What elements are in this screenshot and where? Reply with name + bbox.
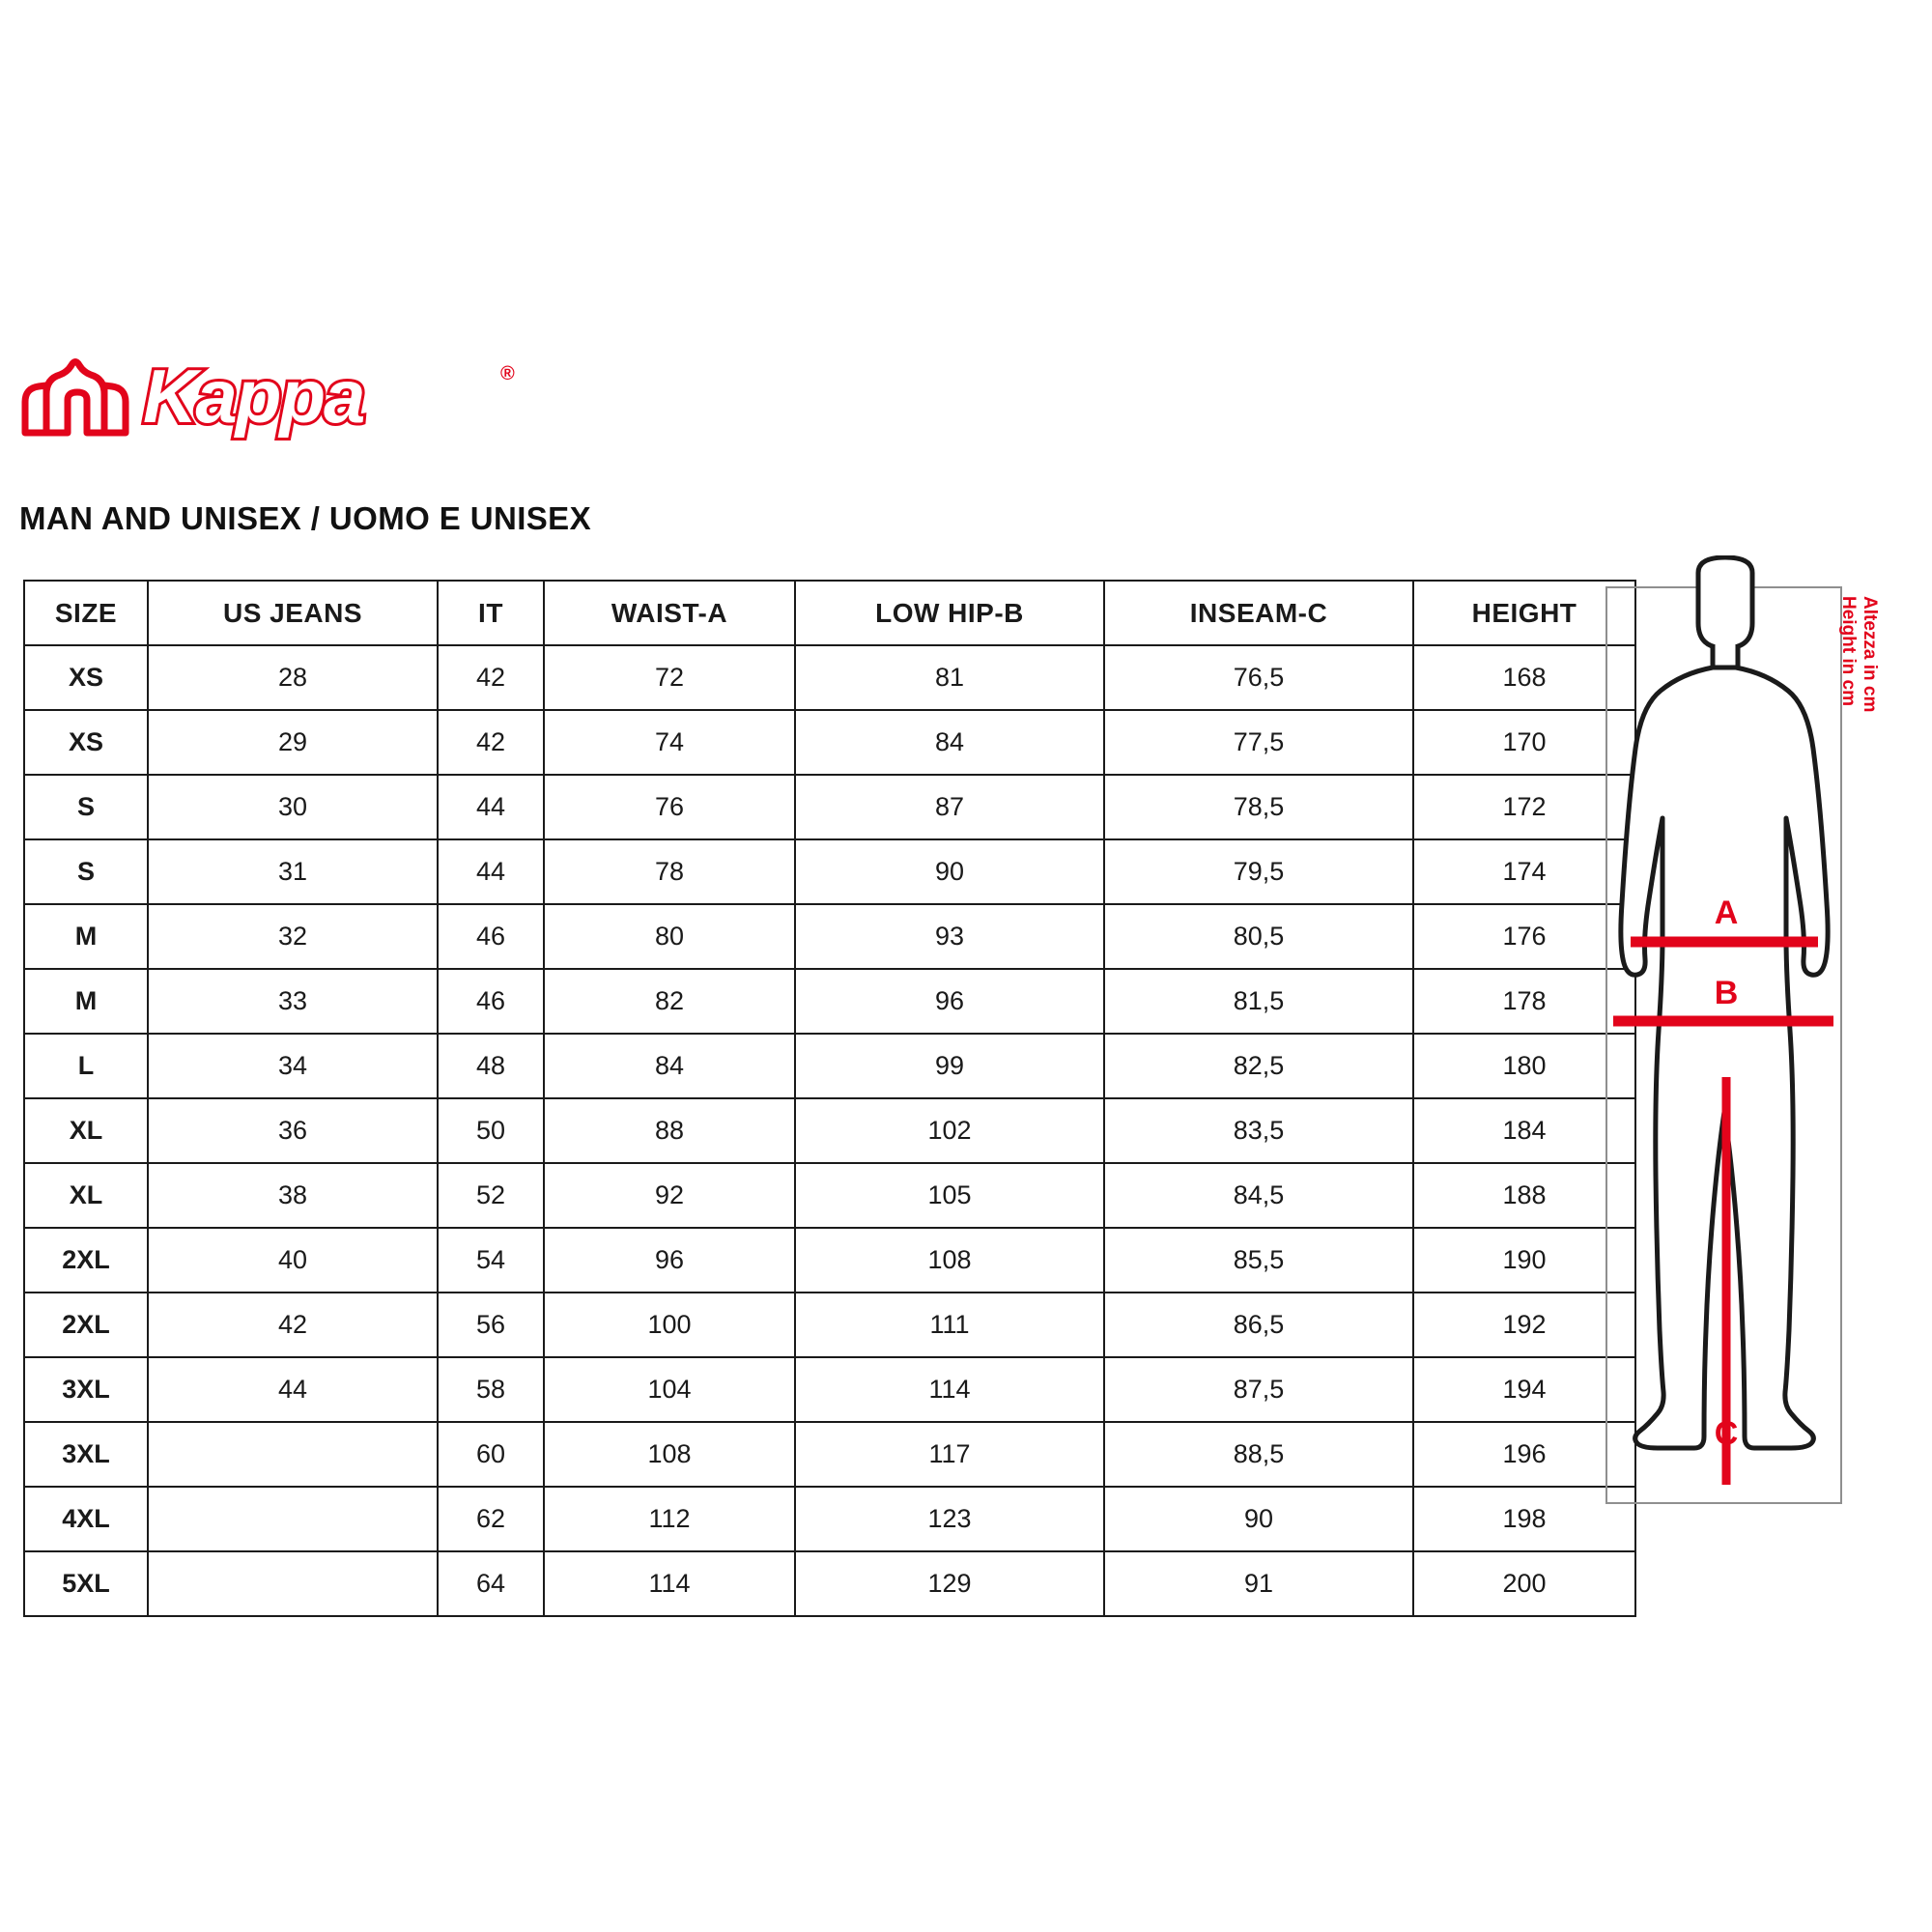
page-title: MAN AND UNISEX / UOMO E UNISEX	[19, 500, 591, 536]
table-row	[24, 775, 1635, 839]
cell-us-jeans: 31	[148, 839, 438, 904]
cell-inseam: 77,5	[1104, 710, 1413, 775]
cell-us-jeans: 42	[148, 1293, 438, 1357]
cell-size: S	[24, 775, 148, 839]
cell-size: XS	[24, 645, 148, 710]
cell-waist: 100	[544, 1293, 795, 1357]
cell-us-jeans: 33	[148, 969, 438, 1034]
cell-low-hip: 90	[795, 839, 1104, 904]
cell-low-hip: 129	[795, 1551, 1104, 1616]
cell-it: 60	[438, 1422, 544, 1487]
cell-it: 62	[438, 1487, 544, 1551]
cell-it: 48	[438, 1034, 544, 1098]
cell-waist: 84	[544, 1034, 795, 1098]
cell-low-hip: 84	[795, 710, 1104, 775]
cell-us-jeans	[148, 1422, 438, 1487]
cell-us-jeans: 32	[148, 904, 438, 969]
cell-low-hip: 114	[795, 1357, 1104, 1422]
cell-it: 56	[438, 1293, 544, 1357]
column-header-us-jeans: US JEANS	[148, 581, 438, 645]
cell-us-jeans: 28	[148, 645, 438, 710]
logo-wordmark: Kappa	[143, 354, 364, 439]
cell-inseam: 90	[1104, 1487, 1413, 1551]
cell-low-hip: 93	[795, 904, 1104, 969]
cell-height: 180	[1413, 1034, 1635, 1098]
cell-waist: 76	[544, 775, 795, 839]
cell-it: 46	[438, 904, 544, 969]
cell-low-hip: 108	[795, 1228, 1104, 1293]
column-header-waist: WAIST-A	[544, 581, 795, 645]
cell-size: 3XL	[24, 1357, 148, 1422]
cell-size: M	[24, 904, 148, 969]
cell-inseam: 85,5	[1104, 1228, 1413, 1293]
cell-low-hip: 87	[795, 775, 1104, 839]
table-row	[24, 904, 1635, 969]
cell-size: L	[24, 1034, 148, 1098]
cell-inseam: 79,5	[1104, 839, 1413, 904]
cell-low-hip: 81	[795, 645, 1104, 710]
table-row	[24, 1551, 1635, 1616]
cell-low-hip: 99	[795, 1034, 1104, 1098]
cell-inseam: 87,5	[1104, 1357, 1413, 1422]
cell-height: 184	[1413, 1098, 1635, 1163]
cell-us-jeans	[148, 1487, 438, 1551]
kappa-omini-icon	[17, 355, 138, 439]
cell-us-jeans: 38	[148, 1163, 438, 1228]
cell-it: 54	[438, 1228, 544, 1293]
cell-us-jeans: 34	[148, 1034, 438, 1098]
cell-it: 42	[438, 710, 544, 775]
cell-waist: 88	[544, 1098, 795, 1163]
table-row	[24, 969, 1635, 1034]
cell-low-hip: 96	[795, 969, 1104, 1034]
cell-inseam: 78,5	[1104, 775, 1413, 839]
column-header-size: SIZE	[24, 581, 148, 645]
cell-us-jeans: 40	[148, 1228, 438, 1293]
figure-head	[1698, 557, 1752, 648]
cell-height: 198	[1413, 1487, 1635, 1551]
cell-waist: 74	[544, 710, 795, 775]
cell-it: 44	[438, 775, 544, 839]
cell-inseam: 86,5	[1104, 1293, 1413, 1357]
cell-it: 52	[438, 1163, 544, 1228]
cell-waist: 104	[544, 1357, 795, 1422]
cell-height: 194	[1413, 1357, 1635, 1422]
cell-us-jeans	[148, 1551, 438, 1616]
cell-waist: 92	[544, 1163, 795, 1228]
cell-waist: 96	[544, 1228, 795, 1293]
cell-low-hip: 123	[795, 1487, 1104, 1551]
cell-waist: 108	[544, 1422, 795, 1487]
table-row	[24, 839, 1635, 904]
cell-height: 170	[1413, 710, 1635, 775]
height-caption	[1838, 592, 1882, 805]
cell-low-hip: 117	[795, 1422, 1104, 1487]
kappa-logo	[17, 355, 539, 442]
cell-waist: 72	[544, 645, 795, 710]
cell-inseam: 80,5	[1104, 904, 1413, 969]
cell-height: 200	[1413, 1551, 1635, 1616]
column-header-low-hip: LOW HIP-B	[795, 581, 1104, 645]
cell-us-jeans: 36	[148, 1098, 438, 1163]
cell-size: 5XL	[24, 1551, 148, 1616]
column-header-inseam: INSEAM-C	[1104, 581, 1413, 645]
cell-us-jeans: 44	[148, 1357, 438, 1422]
cell-height: 188	[1413, 1163, 1635, 1228]
cell-low-hip: 102	[795, 1098, 1104, 1163]
cell-height: 168	[1413, 645, 1635, 710]
table-row	[24, 1163, 1635, 1228]
column-header-it: IT	[438, 581, 544, 645]
height-caption-en: Height in cm	[1838, 596, 1859, 707]
cell-low-hip: 111	[795, 1293, 1104, 1357]
cell-it: 50	[438, 1098, 544, 1163]
table-row	[24, 1487, 1635, 1551]
cell-height: 192	[1413, 1293, 1635, 1357]
cell-it: 58	[438, 1357, 544, 1422]
cell-size: XS	[24, 710, 148, 775]
table-header-row	[24, 581, 1635, 645]
cell-it: 64	[438, 1551, 544, 1616]
cell-height: 176	[1413, 904, 1635, 969]
cell-height: 178	[1413, 969, 1635, 1034]
cell-height: 190	[1413, 1228, 1635, 1293]
cell-inseam: 83,5	[1104, 1098, 1413, 1163]
table-row	[24, 645, 1635, 710]
cell-inseam: 82,5	[1104, 1034, 1413, 1098]
cell-size: XL	[24, 1163, 148, 1228]
cell-height: 196	[1413, 1422, 1635, 1487]
label-b: B	[1714, 975, 1739, 1011]
table-row	[24, 1228, 1635, 1293]
cell-size: 2XL	[24, 1293, 148, 1357]
cell-it: 46	[438, 969, 544, 1034]
cell-waist: 80	[544, 904, 795, 969]
label-a: A	[1714, 895, 1739, 931]
cell-height: 174	[1413, 839, 1635, 904]
label-c: C	[1714, 1415, 1739, 1452]
cell-waist: 114	[544, 1551, 795, 1616]
cell-it: 44	[438, 839, 544, 904]
cell-size: S	[24, 839, 148, 904]
cell-waist: 78	[544, 839, 795, 904]
registered-mark: ®	[500, 363, 515, 384]
height-caption-it: Altezza in cm	[1860, 596, 1880, 713]
cell-it: 42	[438, 645, 544, 710]
cell-inseam: 76,5	[1104, 645, 1413, 710]
cell-size: M	[24, 969, 148, 1034]
cell-inseam: 81,5	[1104, 969, 1413, 1034]
cell-waist: 82	[544, 969, 795, 1034]
column-header-height: HEIGHT	[1413, 581, 1635, 645]
cell-size: XL	[24, 1098, 148, 1163]
cell-size: 3XL	[24, 1422, 148, 1487]
cell-us-jeans: 30	[148, 775, 438, 839]
cell-size: 2XL	[24, 1228, 148, 1293]
cell-inseam: 88,5	[1104, 1422, 1413, 1487]
table-row	[24, 1422, 1635, 1487]
table-row	[24, 1357, 1635, 1422]
cell-inseam: 84,5	[1104, 1163, 1413, 1228]
cell-us-jeans: 29	[148, 710, 438, 775]
cell-size: 4XL	[24, 1487, 148, 1551]
table-row	[24, 1293, 1635, 1357]
cell-inseam: 91	[1104, 1551, 1413, 1616]
table-row	[24, 710, 1635, 775]
cell-low-hip: 105	[795, 1163, 1104, 1228]
table-row	[24, 1098, 1635, 1163]
size-table	[23, 580, 1636, 1617]
measurement-figure-panel	[1565, 526, 1884, 1560]
table-row	[24, 1034, 1635, 1098]
cell-waist: 112	[544, 1487, 795, 1551]
cell-height: 172	[1413, 775, 1635, 839]
